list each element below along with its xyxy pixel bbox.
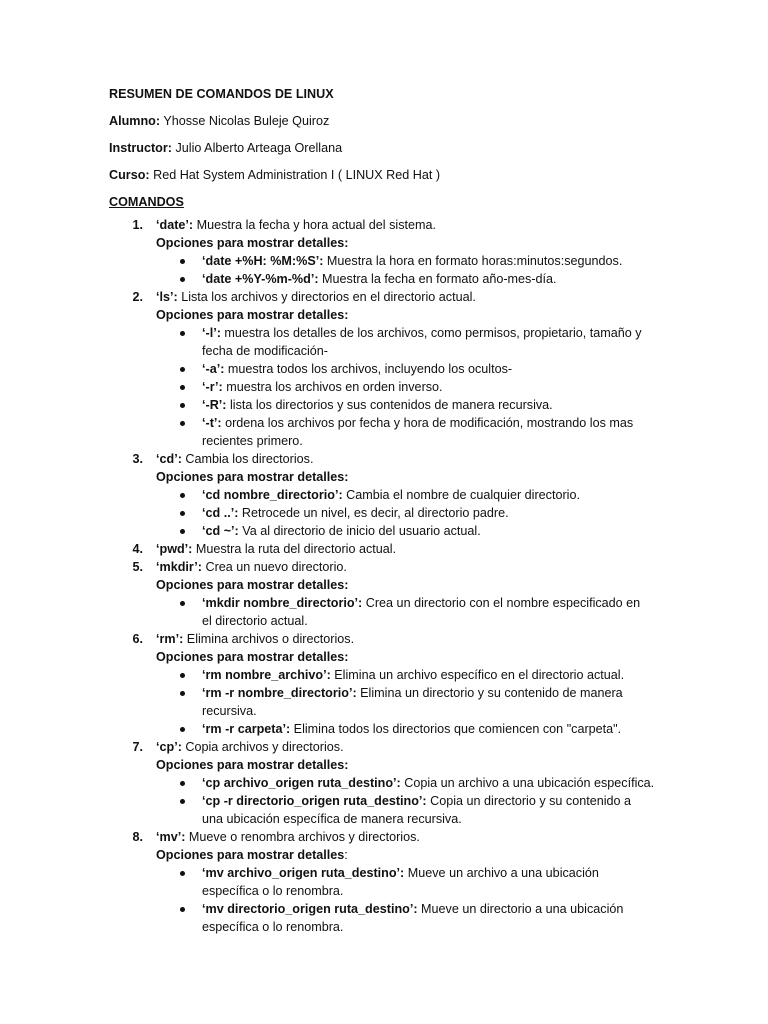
option-item bbox=[109, 720, 669, 738]
command-description: Lista los archivos y directorios en el directorio actual. bbox=[177, 290, 476, 304]
command-description: Mueve o renombra archivos y directorios. bbox=[185, 830, 420, 844]
bullet-icon bbox=[180, 529, 185, 534]
option-command: ‘mv directorio_origen ruta_destino’: bbox=[202, 902, 418, 916]
command-name: ‘cd’: bbox=[156, 452, 182, 466]
command-description: Muestra la ruta del directorio actual. bbox=[192, 542, 397, 556]
option-description: Elimina un directorio y su contenido de manera bbox=[356, 686, 623, 700]
option-description-continued: recientes primero. bbox=[202, 434, 303, 448]
option-command: ‘mkdir nombre_directorio’: bbox=[202, 596, 363, 610]
student-line bbox=[109, 112, 669, 130]
bullet-icon bbox=[180, 691, 185, 696]
option-description: Va al directorio de inicio del usuario actual. bbox=[238, 524, 481, 538]
instructor-name: Julio Alberto Arteaga Orellana bbox=[171, 141, 343, 155]
command-name: ‘mkdir’: bbox=[156, 560, 202, 574]
option-description: muestra los detalles de los archivos, como permisos, propietario, tamaño y bbox=[220, 326, 642, 340]
command-name: ‘date’: bbox=[156, 218, 194, 232]
course-name: Red Hat System Administration I ( LINUX Red Hat ) bbox=[149, 168, 441, 182]
option-item bbox=[109, 900, 669, 918]
option-item bbox=[109, 378, 669, 396]
options-label: Opciones para mostrar detalles: bbox=[156, 758, 349, 772]
option-description: Muestra la hora en formato horas:minutos:segundos. bbox=[323, 254, 623, 268]
option-item bbox=[109, 486, 669, 504]
option-item bbox=[109, 684, 669, 702]
bullet-icon bbox=[180, 385, 185, 390]
option-description: muestra los archivos en orden inverso. bbox=[222, 380, 443, 394]
option-description: Mueve un directorio a una ubicación bbox=[417, 902, 624, 916]
bullet-icon bbox=[180, 601, 185, 606]
option-command: ‘-r’: bbox=[202, 380, 223, 394]
command-item bbox=[109, 828, 669, 846]
option-item bbox=[109, 666, 669, 684]
student-label: Alumno: bbox=[109, 114, 161, 128]
option-item bbox=[109, 270, 669, 288]
option-command: ‘rm nombre_archivo’: bbox=[202, 668, 331, 682]
bullet-icon bbox=[180, 331, 185, 336]
option-command: ‘-t’: bbox=[202, 416, 222, 430]
option-description: Cambia el nombre de cualquier directorio. bbox=[342, 488, 580, 502]
option-description: Mueve un archivo a una ubicación bbox=[404, 866, 599, 880]
command-description: Cambia los directorios. bbox=[181, 452, 314, 466]
option-command: ‘date +%H: %M:%S’: bbox=[202, 254, 324, 268]
bullet-icon bbox=[180, 781, 185, 786]
option-item bbox=[109, 522, 669, 540]
option-description: Crea un directorio con el nombre especificado en bbox=[362, 596, 641, 610]
option-item bbox=[109, 864, 669, 882]
command-number: 3. bbox=[132, 452, 143, 466]
option-command: ‘rm -r carpeta’: bbox=[202, 722, 291, 736]
option-description-continued: recursiva. bbox=[202, 704, 257, 718]
bullet-icon bbox=[180, 493, 185, 498]
student-name: Yhosse Nicolas Buleje Quiroz bbox=[160, 114, 330, 128]
option-command: ‘cp -r directorio_origen ruta_destino’: bbox=[202, 794, 427, 808]
option-description: Copia un archivo a una ubicación específica. bbox=[400, 776, 655, 790]
option-description-continued: fecha de modificación- bbox=[202, 344, 329, 358]
command-item bbox=[109, 738, 669, 756]
option-command: ‘rm -r nombre_directorio’: bbox=[202, 686, 357, 700]
option-command: ‘-a’: bbox=[202, 362, 225, 376]
option-description: lista los directorios y sus contenidos de manera recursiva. bbox=[226, 398, 553, 412]
bullet-icon bbox=[180, 871, 185, 876]
option-description-continued: específica o lo renombra. bbox=[202, 884, 344, 898]
bullet-icon bbox=[180, 403, 185, 408]
course-line bbox=[109, 166, 669, 184]
bullet-icon bbox=[180, 673, 185, 678]
section-title: COMANDOS bbox=[109, 195, 184, 209]
bullet-icon bbox=[180, 367, 185, 372]
instructor-line bbox=[109, 139, 669, 157]
command-name: ‘rm’: bbox=[156, 632, 184, 646]
bullet-icon bbox=[180, 799, 185, 804]
option-description: Muestra la fecha en formato año-mes-día. bbox=[318, 272, 557, 286]
option-item bbox=[109, 360, 669, 378]
options-label-colon: : bbox=[344, 848, 348, 862]
option-command: ‘mv archivo_origen ruta_destino’: bbox=[202, 866, 405, 880]
document-page bbox=[109, 85, 669, 936]
command-number: 1. bbox=[132, 218, 143, 232]
instructor-label: Instructor: bbox=[109, 141, 172, 155]
option-command: ‘-R’: bbox=[202, 398, 227, 412]
command-item bbox=[109, 558, 669, 576]
option-description: Elimina todos los directorios que comiencen con "carpeta". bbox=[290, 722, 622, 736]
command-number: 5. bbox=[132, 560, 143, 574]
option-description: Copia un directorio y su contenido a bbox=[426, 794, 632, 808]
bullet-icon bbox=[180, 907, 185, 912]
command-description: Muestra la fecha y hora actual del sistema. bbox=[193, 218, 436, 232]
option-item bbox=[109, 774, 669, 792]
options-label: Opciones para mostrar detalles: bbox=[156, 308, 349, 322]
command-description: Elimina archivos o directorios. bbox=[183, 632, 355, 646]
command-item bbox=[109, 630, 669, 648]
options-label: Opciones para mostrar detalles: bbox=[156, 236, 349, 250]
option-description: Elimina un archivo específico en el directorio actual. bbox=[330, 668, 625, 682]
option-item bbox=[109, 252, 669, 270]
options-label-text: Opciones para mostrar detalles bbox=[156, 848, 345, 862]
command-item bbox=[109, 288, 669, 306]
bullet-icon bbox=[180, 259, 185, 264]
option-command: ‘date +%Y-%m-%d’: bbox=[202, 272, 319, 286]
command-number: 6. bbox=[132, 632, 143, 646]
option-description: ordena los archivos por fecha y hora de modificación, mostrando los mas bbox=[221, 416, 634, 430]
command-name: ‘ls’: bbox=[156, 290, 178, 304]
bullet-icon bbox=[180, 277, 185, 282]
option-description: muestra todos los archivos, incluyendo los ocultos- bbox=[224, 362, 513, 376]
option-item bbox=[109, 396, 669, 414]
command-description: Crea un nuevo directorio. bbox=[201, 560, 347, 574]
option-description-continued: específica o lo renombra. bbox=[202, 920, 344, 934]
options-label: Opciones para mostrar detalles: bbox=[156, 578, 349, 592]
option-command: ‘cp archivo_origen ruta_destino’: bbox=[202, 776, 401, 790]
option-item bbox=[109, 792, 669, 810]
option-command: ‘cd ~’: bbox=[202, 524, 239, 538]
command-item bbox=[109, 450, 669, 468]
document-title: RESUMEN DE COMANDOS DE LINUX bbox=[109, 87, 334, 101]
command-number: 7. bbox=[132, 740, 143, 754]
command-name: ‘cp’: bbox=[156, 740, 182, 754]
option-description-continued: el directorio actual. bbox=[202, 614, 308, 628]
bullet-icon bbox=[180, 421, 185, 426]
option-command: ‘cd ..’: bbox=[202, 506, 239, 520]
option-item bbox=[109, 594, 669, 612]
command-name: ‘pwd’: bbox=[156, 542, 193, 556]
bullet-icon bbox=[180, 511, 185, 516]
command-number: 8. bbox=[132, 830, 143, 844]
command-item bbox=[109, 216, 669, 234]
option-item bbox=[109, 504, 669, 522]
options-label: Opciones para mostrar detalles: bbox=[156, 470, 349, 484]
command-number: 4. bbox=[132, 542, 143, 556]
command-number: 2. bbox=[132, 290, 143, 304]
command-list bbox=[109, 216, 669, 936]
command-name: ‘mv’: bbox=[156, 830, 186, 844]
option-command: ‘cd nombre_directorio’: bbox=[202, 488, 343, 502]
option-description-continued: una ubicación específica de manera recursiva. bbox=[202, 812, 462, 826]
command-item bbox=[109, 540, 669, 558]
options-label: Opciones para mostrar detalles: bbox=[156, 650, 349, 664]
option-item bbox=[109, 324, 669, 342]
course-label: Curso: bbox=[109, 168, 150, 182]
option-command: ‘-l’: bbox=[202, 326, 221, 340]
option-item bbox=[109, 414, 669, 432]
bullet-icon bbox=[180, 727, 185, 732]
option-description: Retrocede un nivel, es decir, al directorio padre. bbox=[238, 506, 509, 520]
command-description: Copia archivos y directorios. bbox=[181, 740, 344, 754]
options-label bbox=[109, 846, 669, 864]
